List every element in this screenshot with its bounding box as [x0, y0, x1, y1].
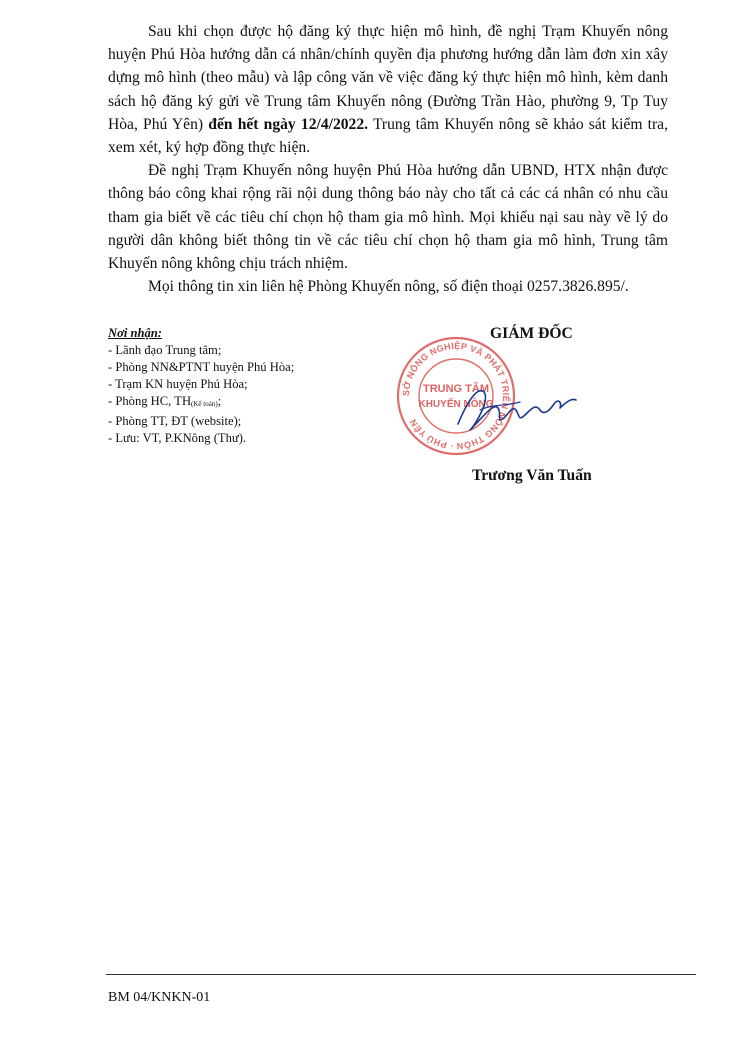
footer-form-code: BM 04/KNKN-01 [108, 990, 211, 1005]
recipient-item: - Phòng TT, ĐT (website); [108, 414, 242, 428]
recipient-item: - Lưu: VT, P.KNông (Thư). [108, 431, 247, 445]
footer-divider [106, 974, 696, 975]
stamp-center-line1: TRUNG TÂM [423, 383, 489, 395]
recipients-title: Nơi nhận: [108, 326, 163, 340]
paragraph-registration [108, 20, 668, 159]
signature [450, 380, 580, 436]
stamp-ring-text: SỞ NÔNG NGHIỆP VÀ PHÁT TRIỂN NÔNG THÔN · PHÚ YÊN [400, 340, 512, 452]
paragraph-text: Trung tâm Khuyến nông sẽ khảo sát kiểm tra, xem xét, ký hợp đồng thực hiện. [108, 115, 668, 157]
stamp-center-line2: KHUYẾN NÔNG [418, 399, 494, 410]
paragraph-announcement: Đề nghị Trạm Khuyến nông huyện Phú Hòa hướng dẫn UBND, HTX nhận được thông báo công khai rộng rãi nội dung thông báo này cho tất cả các cá nhân có nhu cầu tham gia biết về các tiêu chí chọn hộ tham gia mô hình. Mọi khiếu nại sau này về lý do người dân không biết thông tin về các tiêu chí chọn hộ tham gia mô hình, Trung tâm Khuyến nông không chịu trách nhiệm. [108, 162, 668, 273]
paragraph-contact: Mọi thông tin xin liên hệ Phòng Khuyến nông, số điện thoại 0257.3826.895/. [148, 278, 629, 296]
recipient-item [108, 393, 398, 413]
recipient-item: - Phòng NN&PTNT huyện Phú Hòa; [108, 360, 295, 374]
recipient-item-end: ; [217, 394, 222, 408]
recipient-item: - Trạm KN huyện Phú Hòa; [108, 377, 248, 391]
document-body [108, 20, 668, 298]
recipient-item-subscript: (Kế toán) [191, 400, 218, 408]
signer-name: Trương Văn Tuấn [472, 467, 592, 484]
signer-title: GIÁM ĐỐC [490, 325, 573, 342]
recipient-item: - Lãnh đạo Trung tâm; [108, 343, 222, 357]
recipients-block [108, 325, 398, 447]
deadline-text: đến hết ngày 12/4/2022. [208, 115, 369, 133]
recipient-item-text: - Phòng HC, TH [108, 394, 192, 408]
paragraph-text: Sau khi chọn được hộ đăng ký thực hiện mô hình, đề nghị Trạm Khuyến nông huyện Phú Hòa hướng dẫn cá nhân/chính quyền địa phương hướng dẫn làm đơn xin xây dựng mô hình (theo mẫu) và lập công văn về việc đăng ký thực hiện mô hình, kèm danh sách hộ đăng ký gửi về Trung tâm Khuyến nông (Đường Trần Hào, phường 9, Tp Tuy Hòa, Phú Yên) [108, 23, 668, 133]
